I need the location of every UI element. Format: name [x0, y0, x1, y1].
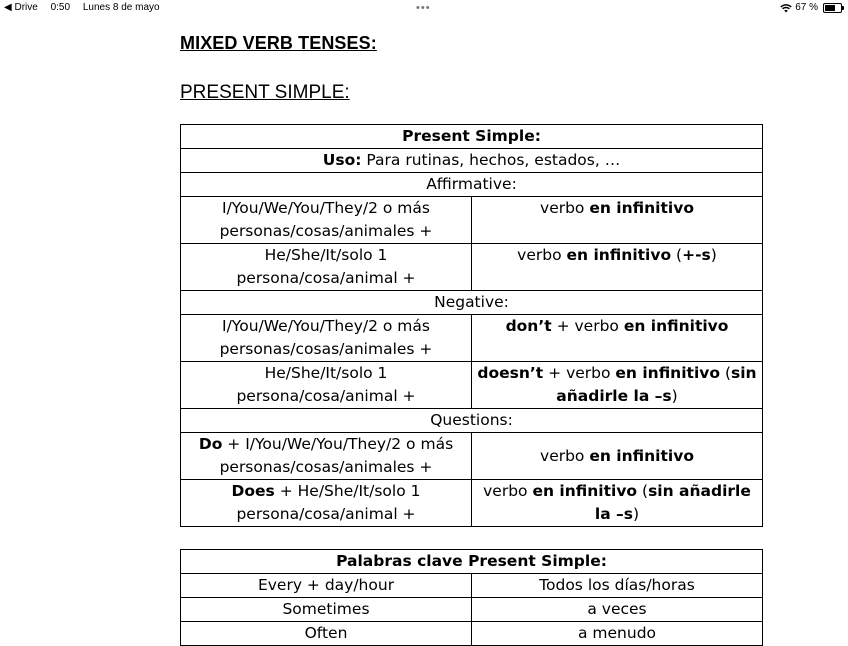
keywords-table: [180, 549, 763, 646]
table-cell: I/You/We/You/They/2 o más personas/cosas/animales +: [181, 315, 472, 362]
table-row: [181, 125, 763, 149]
status-left: [4, 0, 170, 16]
questions-heading: Questions:: [181, 409, 763, 433]
table-cell: don’t + verbo en infinitivo: [472, 315, 763, 362]
table-cell: Todos los días/horas: [472, 574, 763, 598]
table-row: [181, 149, 763, 173]
table-row: [181, 433, 763, 480]
negative-heading: Negative:: [181, 291, 763, 315]
table-cell: doesn’t + verbo en infinitivo (sin añadirle la –s): [472, 362, 763, 409]
table-row: [181, 244, 763, 291]
table-cell: I/You/We/You/They/2 o más personas/cosas/animales +: [181, 197, 472, 244]
table-row: [181, 315, 763, 362]
table-row: [181, 173, 763, 197]
table-row: [181, 480, 763, 527]
table-cell: verbo en infinitivo: [472, 197, 763, 244]
table-cell: Often: [181, 622, 472, 646]
table-cell: Every + day/hour: [181, 574, 472, 598]
wifi-icon: [780, 4, 792, 13]
table-cell: Does + He/She/It/solo 1 persona/cosa/animal +: [181, 480, 472, 527]
table-cell: He/She/It/solo 1 persona/cosa/animal +: [181, 244, 472, 291]
table-cell: verbo en infinitivo (+-s): [472, 244, 763, 291]
document-title: MIXED VERB TENSES:: [180, 33, 377, 53]
table-cell: He/She/It/solo 1 persona/cosa/animal +: [181, 362, 472, 409]
table-cell: Do + I/You/We/You/They/2 o más personas/cosas/animales +: [181, 433, 472, 480]
status-date: Lunes 8 de mayo: [82, 2, 160, 13]
multitasking-dots-icon[interactable]: •••: [416, 2, 431, 14]
table-header: Palabras clave Present Simple:: [181, 550, 763, 574]
status-time: 0:50: [50, 2, 71, 13]
table-cell: verbo en infinitivo: [472, 433, 763, 480]
table-header: Present Simple:: [181, 125, 763, 149]
present-simple-table: [180, 124, 763, 527]
table-row: [181, 291, 763, 315]
battery-percent: 67 %: [795, 2, 818, 13]
table-cell: a veces: [472, 598, 763, 622]
table-row: [181, 362, 763, 409]
table-cell: a menudo: [472, 622, 763, 646]
battery-icon: [823, 3, 842, 13]
table-row: [181, 409, 763, 433]
table-cell: Sometimes: [181, 598, 472, 622]
affirmative-heading: Affirmative:: [181, 173, 763, 197]
table-row: [181, 197, 763, 244]
table-row: [181, 598, 763, 622]
back-to-drive-link[interactable]: ◀ Drive: [4, 2, 38, 13]
table-row: [181, 574, 763, 598]
table-row: [181, 622, 763, 646]
table-row: [181, 550, 763, 574]
table-cell: verbo en infinitivo (sin añadirle la –s): [472, 480, 763, 527]
uso-cell: Uso: Para rutinas, hechos, estados, …: [181, 149, 763, 173]
status-bar: [0, 0, 848, 16]
section-title: PRESENT SIMPLE:: [180, 82, 350, 103]
status-right: [780, 0, 842, 16]
